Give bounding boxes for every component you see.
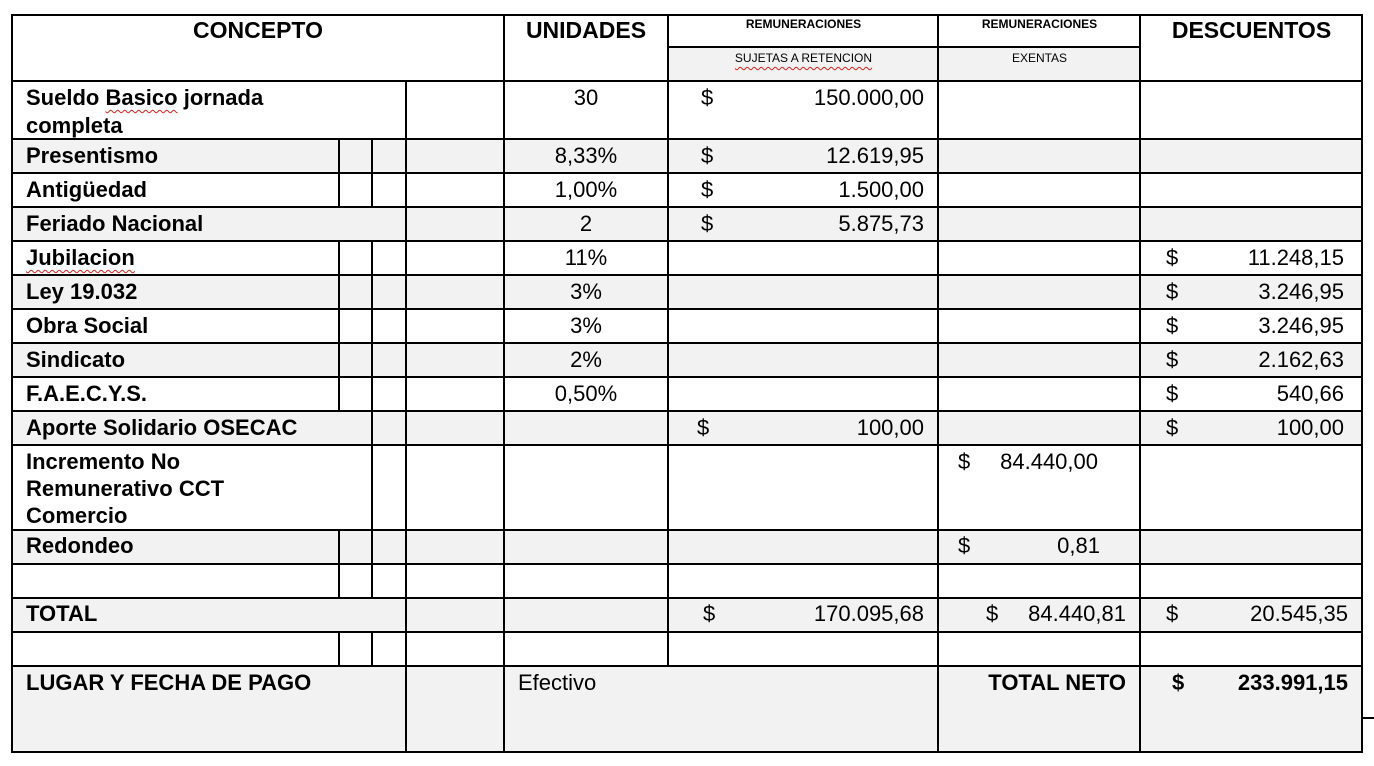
- row-concept: Redondeo: [26, 533, 134, 558]
- lugar-fecha-label: LUGAR Y FECHA DE PAGO: [26, 670, 312, 695]
- row-units: 2: [579, 211, 593, 236]
- row-units: 2%: [570, 347, 602, 372]
- row-concept: Sindicato: [26, 347, 126, 372]
- row-descuentos: 11.248,15: [1247, 245, 1344, 270]
- row-concept: Presentismo: [26, 143, 159, 168]
- row-concept: Obra Social: [26, 313, 149, 338]
- header-rem-exentas: REMUNERACIONES: [981, 17, 1098, 31]
- currency-symbol: $: [1166, 313, 1179, 338]
- currency-symbol: $: [703, 601, 716, 626]
- header-unidades: UNIDADES: [525, 17, 647, 43]
- currency-symbol: $: [1172, 670, 1185, 695]
- currency-symbol: $: [958, 533, 971, 558]
- header-rem-sujetas: REMUNERACIONES: [745, 17, 862, 31]
- row-concept: Incremento No: [26, 449, 181, 474]
- row-units: 30: [573, 85, 599, 110]
- row-sujetas: 100,00: [856, 415, 924, 440]
- row-concept-line2: completa: [26, 113, 123, 138]
- row-units: 0,50%: [554, 381, 618, 406]
- row-exentas: 84.440,00: [1000, 449, 1098, 474]
- row-concept: Sueldo Basico jornada: [26, 85, 264, 110]
- row-descuentos: 3.246,95: [1258, 313, 1344, 338]
- row-sujetas: 5.875,73: [838, 211, 924, 236]
- total-exentas: 84.440,81: [1028, 601, 1126, 626]
- row-concept-line2: Remunerativo CCT: [26, 476, 225, 501]
- currency-symbol: $: [1166, 245, 1179, 270]
- row-sujetas: 150.000,00: [813, 85, 924, 110]
- total-sujetas: 170.095,68: [813, 601, 924, 626]
- row-units: 1,00%: [554, 177, 618, 202]
- currency-symbol: $: [958, 449, 971, 474]
- total-descuentos: 20.545,35: [1250, 601, 1348, 626]
- header-rem-exentas-sub: EXENTAS: [1011, 51, 1068, 65]
- total-label: TOTAL: [26, 601, 98, 626]
- row-exentas: 0,81: [1057, 533, 1100, 558]
- currency-symbol: $: [697, 415, 710, 440]
- row-units: 3%: [570, 279, 602, 304]
- total-neto-label: TOTAL NETO: [988, 670, 1126, 695]
- currency-symbol: $: [701, 143, 714, 168]
- row-units: 11%: [564, 245, 608, 270]
- currency-symbol: $: [701, 177, 714, 202]
- row-descuentos: 2.162,63: [1258, 347, 1344, 372]
- currency-symbol: $: [986, 601, 999, 626]
- row-descuentos: 540,66: [1276, 381, 1344, 406]
- currency-symbol: $: [1166, 601, 1179, 626]
- row-descuentos: 3.246,95: [1258, 279, 1344, 304]
- row-concept: Ley 19.032: [26, 279, 138, 304]
- row-concept-line3: Comercio: [26, 503, 128, 528]
- row-concept: Antigüedad: [26, 177, 147, 202]
- currency-symbol: $: [1166, 415, 1179, 440]
- header-descuentos: DESCUENTOS: [1171, 17, 1332, 43]
- currency-symbol: $: [1166, 279, 1179, 304]
- row-concept: F.A.E.C.Y.S.: [26, 381, 148, 406]
- row-concept: Aporte Solidario OSECAC: [26, 415, 298, 440]
- total-neto-value: 233.991,15: [1237, 670, 1348, 695]
- currency-symbol: $: [701, 211, 714, 236]
- row-concept: Jubilacion: [26, 245, 135, 270]
- currency-symbol: $: [701, 85, 714, 110]
- row-concept: Feriado Nacional: [26, 211, 204, 236]
- header-rem-sujetas-sub: SUJETAS A RETENCION: [734, 51, 873, 65]
- currency-symbol: $: [1166, 347, 1179, 372]
- header-concepto: CONCEPTO: [193, 17, 323, 43]
- row-sujetas: 1.500,00: [838, 177, 924, 202]
- row-sujetas: 12.619,95: [826, 143, 924, 168]
- payment-method: Efectivo: [518, 670, 597, 695]
- row-descuentos: 100,00: [1276, 415, 1344, 440]
- currency-symbol: $: [1166, 381, 1179, 406]
- row-units: 8,33%: [554, 143, 618, 168]
- row-units: 3%: [570, 313, 602, 338]
